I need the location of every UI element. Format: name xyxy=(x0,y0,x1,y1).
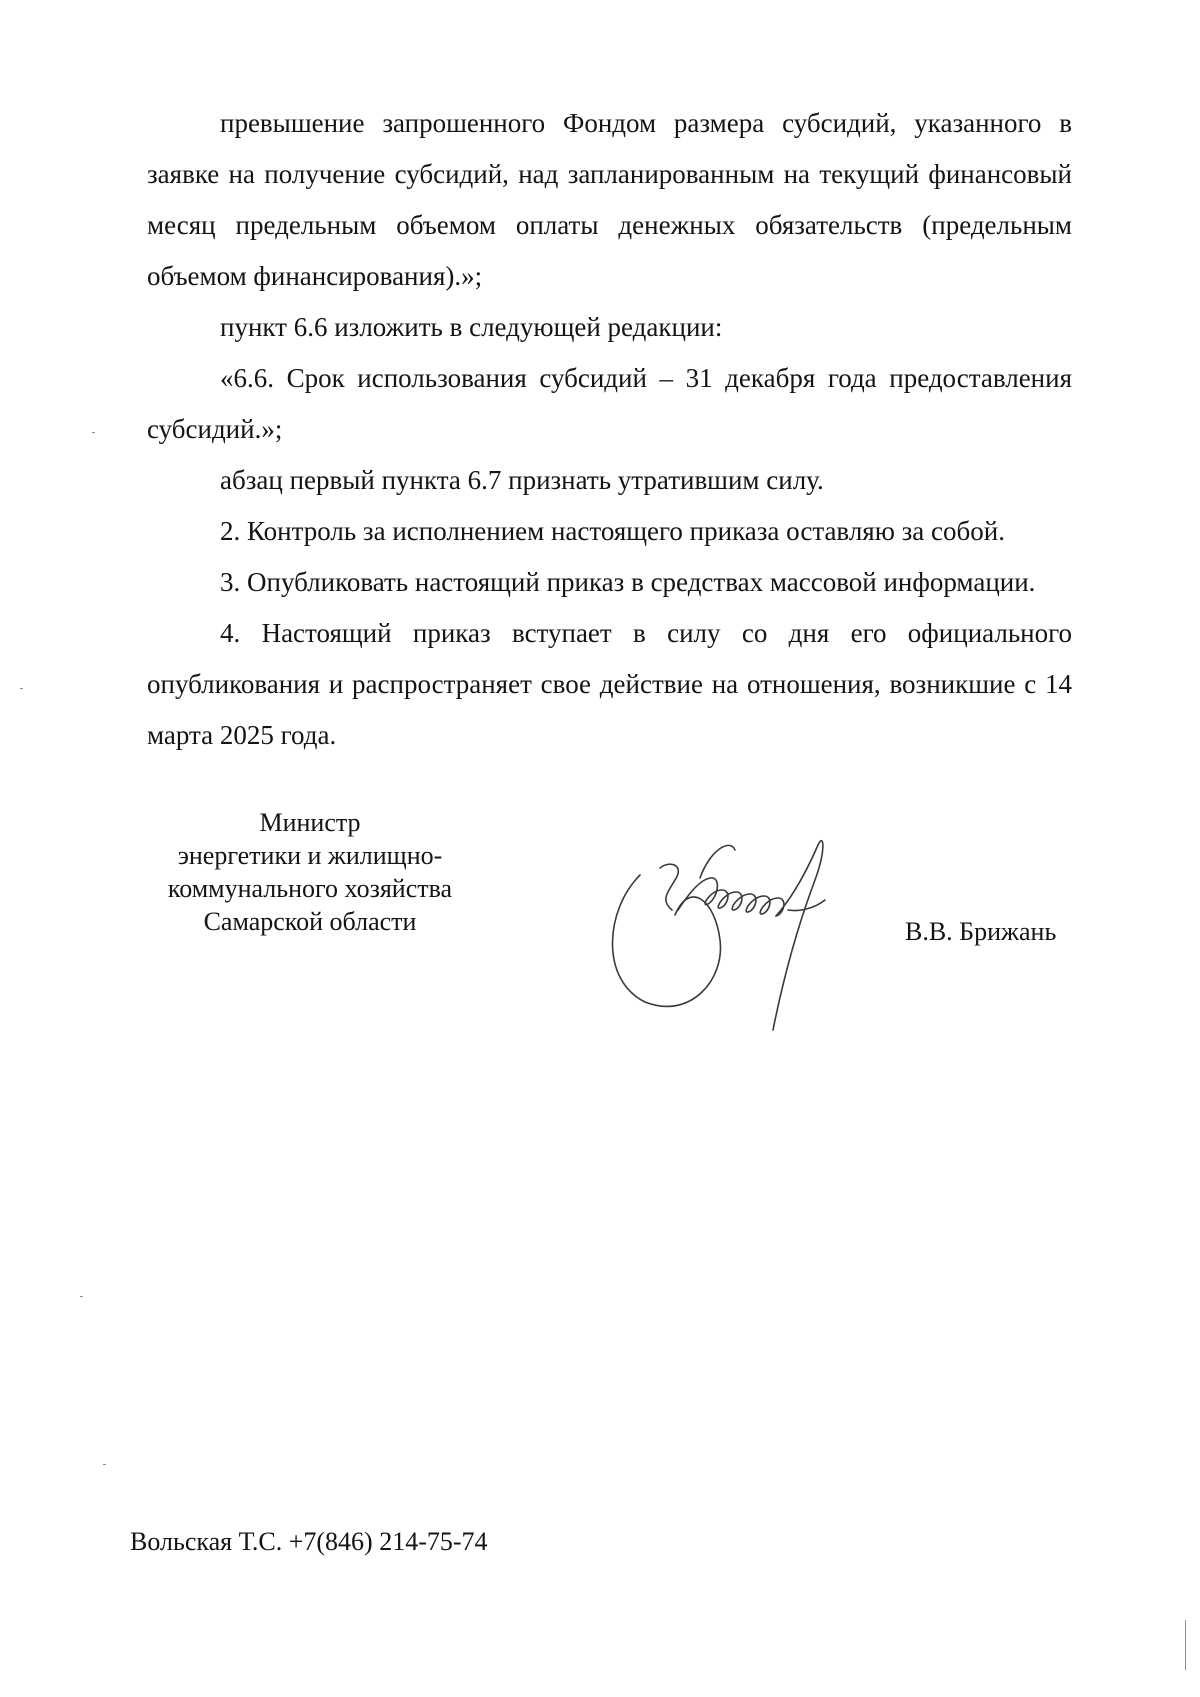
scan-speck xyxy=(20,688,23,689)
paragraph-publish-clause: 3. Опубликовать настоящий приказ в средствах массовой информации. xyxy=(220,567,1036,597)
contact-line: Вольская Т.С. +7(846) 214-75-74 xyxy=(130,1527,488,1556)
document-body xyxy=(147,98,1072,761)
paragraph-item-6-6-intro: пункт 6.6 изложить в следующей редакции: xyxy=(220,312,723,342)
paragraph-item-6-7: абзац первый пункта 6.7 признать утратившим силу. xyxy=(220,465,824,495)
position-line: Министр xyxy=(259,808,361,837)
signer-name: В.В. Брижань xyxy=(905,917,1057,946)
scan-edge xyxy=(1185,1620,1186,1670)
position-line: энергетики и жилищно- xyxy=(177,841,443,870)
paragraph-item-6-6-text: «6.6. Срок использования субсидий – 31 декабря года предоставления субсидий.»; xyxy=(147,363,1072,444)
paragraph-effective-date: 4. Настоящий приказ вступает в силу со дня его официального опубликования и распространяет свое действие на отношения, возникшие с 14 марта 2025 года. xyxy=(147,618,1072,750)
position-line: коммунального хозяйства xyxy=(167,874,453,903)
scan-speck xyxy=(80,1296,83,1297)
handwritten-signature xyxy=(600,820,930,1040)
position-line: Самарской области xyxy=(203,907,417,936)
paragraph-control-clause: 2. Контроль за исполнением настоящего приказа оставляю за собой. xyxy=(220,516,1005,546)
scan-speck xyxy=(92,432,95,433)
signer-position xyxy=(130,806,490,938)
paragraph-subsidy-excess: превышение запрошенного Фондом размера субсидий, указанного в заявке на получение субсидий, над запланированным на текущий финансовый месяц предельным объемом оплаты денежных обязательств (предельным объемом финансирования).»; xyxy=(147,108,1072,291)
scan-speck xyxy=(103,1464,106,1465)
